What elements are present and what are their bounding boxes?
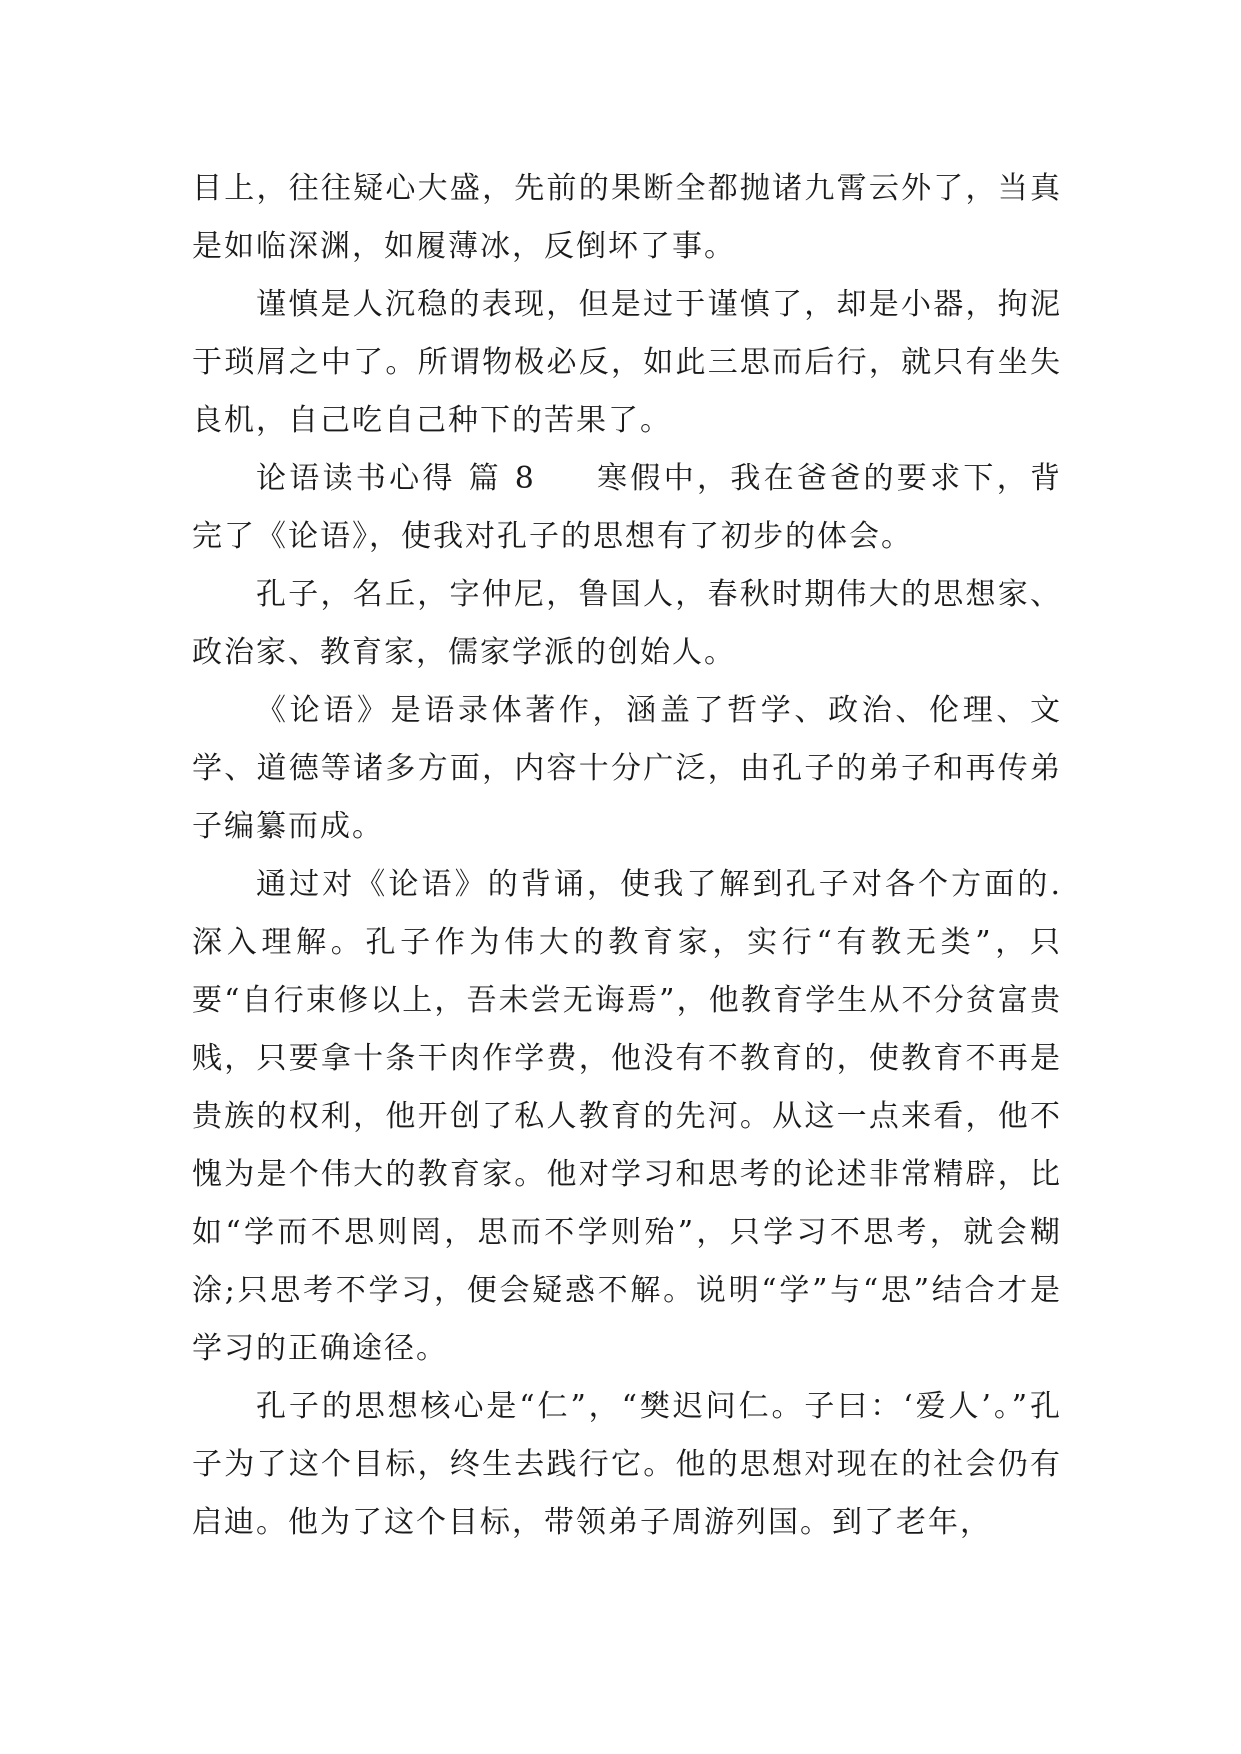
paragraph-caution: 谨慎是人沉稳的表现，但是过于谨慎了，却是小器，拘泥于琐屑之中了。所谓物极必反，如此三思而后行，就只有坐失良机，自己吃自己种下的苦果了。 [192,287,1062,438]
paragraph-section-8 [192,450,1062,566]
paragraph-ren: 孔子的思想核心是“仁”，“樊迟问仁。子曰：‘爱人’。”孔子为了这个目标，终生去践行它。他的思想对现在的社会仍有启迪。他为了这个目标，带领弟子周游列国。到了老年， [192,1389,1062,1540]
paragraph-confucius-intro: 孔子，名丘，字仲尼，鲁国人，春秋时期伟大的思想家、政治家、教育家，儒家学派的创始人。 [192,577,1062,670]
paragraph-analects-intro: 《论语》是语录体著作，涵盖了哲学、政治、伦理、文学、道德等诸多方面，内容十分广泛，由孔子的弟子和再传弟子编纂而成。 [192,693,1062,844]
section-heading: 论语读书心得 篇 8 [256,461,536,496]
section-8-text: 寒假中，我在爸爸的要求下，背完了《论语》，使我对孔子的思想有了初步的体会。 [192,461,1062,554]
paragraph-education: 通过对《论语》的背诵，使我了解到孔子对各个方面的.深入理解。孔子作为伟大的教育家，实行“有教无类”，只要“自行束修以上，吾未尝无诲焉”，他教育学生从不分贫富贵贱，只要拿十条干肉作学费，他没有不教育的，使教育不再是贵族的权利，他开创了私人教育的先河。从这一点来看，他不愧为是个伟大的教育家。他对学习和思考的论述非常精辟，比如“学而不思则罔，思而不学则殆”，只学习不思考，就会糊涂;只思考不学习，便会疑惑不解。说明“学”与“思”结合才是学习的正确途径。 [192,867,1062,1366]
document-body [192,160,1062,1552]
paragraph-continuation: 目上，往往疑心大盛，先前的果断全都抛诸九霄云外了，当真是如临深渊，如履薄冰，反倒坏了事。 [192,171,1062,264]
